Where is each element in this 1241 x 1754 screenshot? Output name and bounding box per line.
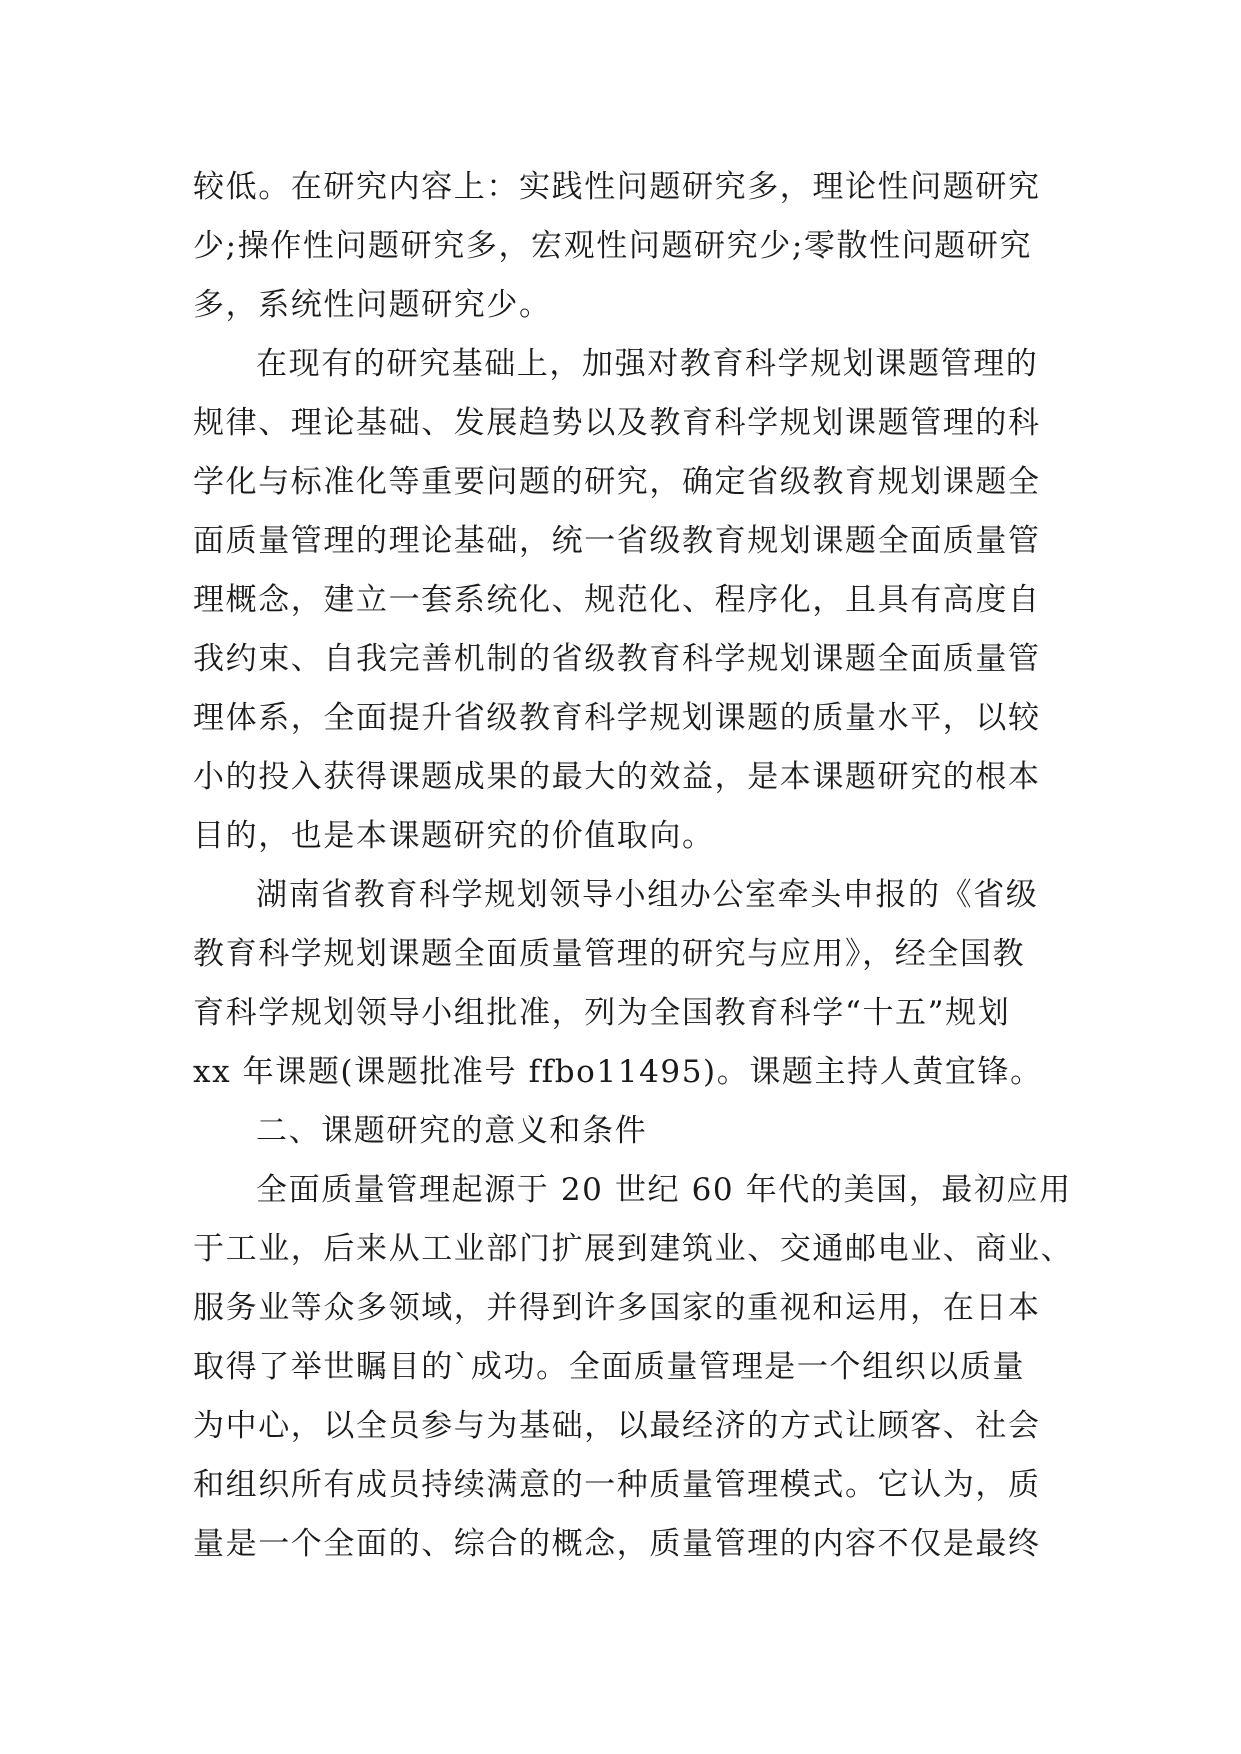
text-line: 育科学规划领导小组批准，列为全国教育科学“十五”规划 [193,995,1011,1031]
text-line: 为中心，以全员参与为基础，以最经济的方式让顾客、社会 [193,1408,1041,1444]
text-line: 在现有的研究基础上，加强对教育科学规划课题管理的 [256,346,1039,382]
section-heading [193,1102,1053,1161]
text-line: 少;操作性问题研究多，宏观性问题研究少;零散性问题研究 [193,228,1033,264]
text-line: xx 年课题(课题批准号 ffbo11495)。课题主持人黄宜锋。 [193,1054,1043,1090]
paragraph [193,158,1053,335]
text-line: 学化与标准化等重要问题的研究，确定省级教育规划课题全 [193,464,1041,500]
document-body [193,158,1074,1574]
heading-text: 二、课题研究的意义和条件 [256,1113,648,1149]
paragraph [193,335,1053,866]
text-line: 理概念，建立一套系统化、规范化、程序化，且具有高度自 [193,582,1041,618]
text-line: 面质量管理的理论基础，统一省级教育规划课题全面质量管 [193,523,1041,559]
text-line: 全面质量管理起源于 20 世纪 60 年代的美国，最初应用 [256,1172,1072,1208]
text-line: 湖南省教育科学规划领导小组办公室牵头申报的《省级 [256,877,1039,913]
text-line: 目的，也是本课题研究的价值取向。 [193,818,715,854]
text-line: 和组织所有成员持续满意的一种质量管理模式。它认为，质 [193,1467,1041,1503]
text-line: 于工业，后来从工业部门扩展到建筑业、交通邮电业、商业、 [193,1231,1074,1267]
text-line: 取得了举世瞩目的`成功。全面质量管理是一个组织以质量 [193,1349,1026,1385]
text-line: 教育科学规划课题全面质量管理的研究与应用》，经全国教 [193,936,1026,972]
text-line: 小的投入获得课题成果的最大的效益，是本课题研究的根本 [193,759,1041,795]
paragraph [193,1161,1074,1574]
text-line: 服务业等众多领域，并得到许多国家的重视和运用，在日本 [193,1290,1041,1326]
text-line: 我约束、自我完善机制的省级教育科学规划课题全面质量管 [193,641,1041,677]
paragraph [193,866,1053,1102]
text-line: 规律、理论基础、发展趋势以及教育科学规划课题管理的科 [193,405,1041,441]
text-line: 理体系，全面提升省级教育科学规划课题的质量水平，以较 [193,700,1041,736]
text-line: 较低。在研究内容上：实践性问题研究多，理论性问题研究 [193,169,1041,205]
text-line: 量是一个全面的、综合的概念，质量管理的内容不仅是最终 [193,1526,1041,1562]
text-line: 多，系统性问题研究少。 [193,287,552,323]
